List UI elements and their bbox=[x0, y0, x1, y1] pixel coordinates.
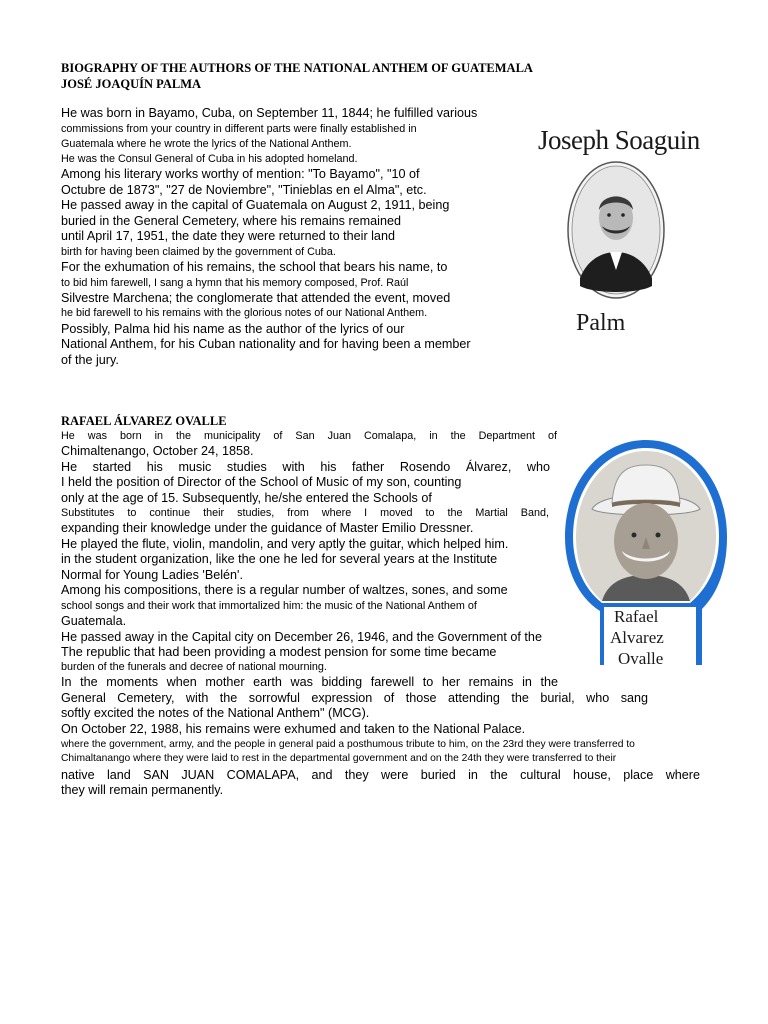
ovalle-line: expanding their knowledge under the guidance of Master Emilio Dressner. bbox=[61, 521, 474, 535]
ovalle-line: In the moments when mother earth was bidding farewell to her remains in the bbox=[61, 675, 558, 689]
ovalle-line: He started his music studies with his father Rosendo Álvarez, who bbox=[61, 460, 550, 474]
ovalle-line: I held the position of Director of the School of Music of my son, counting bbox=[61, 475, 462, 489]
palma-line: Silvestre Marchena; the conglomerate that attended the event, moved bbox=[61, 291, 451, 305]
palma-portrait-caption-bottom: Palm bbox=[576, 310, 626, 336]
ovalle-line: The republic that had been providing a modest pension for some time became bbox=[61, 645, 497, 659]
palma-line: until April 17, 1951, the date they were returned to their land bbox=[61, 229, 395, 243]
palma-line: He passed away in the capital of Guatemala on August 2, 1911, being bbox=[61, 198, 450, 212]
ovalle-line: softly excited the notes of the National Anthem" (MCG). bbox=[61, 706, 370, 720]
palma-line: For the exhumation of his remains, the school that bears his name, to bbox=[61, 260, 448, 274]
ovalle-caption-line-3: Ovalle bbox=[618, 649, 664, 668]
palma-line: He was born in Bayamo, Cuba, on September 11, 1844; he fulfilled various bbox=[61, 106, 478, 120]
ovalle-caption-line-1: Rafael bbox=[614, 607, 659, 626]
palma-line: Octubre de 1873", "27 de Noviembre", "Tinieblas en el Alma", etc. bbox=[61, 183, 427, 197]
ovalle-line: Chimaltanango where they were laid to rest in the departmental government and on the 24th they were transferred to their bbox=[61, 753, 617, 764]
ovalle-heading: RAFAEL ÁLVAREZ OVALLE bbox=[61, 414, 227, 428]
palma-portrait-caption-top: Joseph Soaguin bbox=[538, 125, 700, 155]
ovalle-line: Guatemala. bbox=[61, 614, 127, 628]
ovalle-line: He passed away in the Capital city on December 26, 1946, and the Government of the bbox=[61, 630, 542, 644]
ovalle-line: On October 22, 1988, his remains were exhumed and taken to the National Palace. bbox=[61, 722, 526, 736]
ovalle-line: He was born in the municipality of San Juan Comalapa, in the Department of bbox=[61, 430, 557, 442]
palma-line: birth for having been claimed by the government of Cuba. bbox=[61, 246, 336, 258]
ovalle-line: He played the flute, violin, mandolin, and very aptly the guitar, which helped him. bbox=[61, 537, 509, 551]
ovalle-line: General Cemetery, with the sorrowful expression of those attending the burial, who sang bbox=[61, 691, 648, 705]
palma-line: Among his literary works worthy of mention: "To Bayamo", "10 of bbox=[61, 167, 420, 181]
ovalle-line: Substitutes to continue their studies, from where I moved to the Martial Band, bbox=[61, 507, 549, 519]
palma-line: he bid farewell to his remains with the glorious notes of our National Anthem. bbox=[61, 307, 428, 319]
ovalle-line: Among his compositions, there is a regular number of waltzes, sones, and some bbox=[61, 583, 508, 597]
palma-line: to bid him farewell, I sang a hymn that his memory composed, Prof. Raúl bbox=[61, 277, 409, 289]
ovalle-line: in the student organization, like the one he led for several years at the Institute bbox=[61, 552, 498, 566]
palma-line: National Anthem, for his Cuban nationality and for having been a member bbox=[61, 337, 471, 351]
ovalle-line: they will remain permanently. bbox=[61, 783, 224, 797]
palma-line: buried in the General Cemetery, where his remains remained bbox=[61, 214, 401, 228]
ovalle-line: Chimaltenango, October 24, 1858. bbox=[61, 444, 254, 458]
palma-line: of the jury. bbox=[61, 353, 119, 367]
ovalle-caption-line-2: Alvarez bbox=[610, 628, 664, 647]
palma-line: commissions from your country in different parts were finally established in bbox=[61, 123, 417, 135]
ovalle-line: native land SAN JUAN COMALAPA, and they were buried in the cultural house, place where bbox=[61, 768, 700, 782]
ovalle-line: where the government, army, and the people in general paid a posthumous tribute to him, on the 23rd they were transferred to bbox=[61, 739, 635, 750]
document-title: BIOGRAPHY OF THE AUTHORS OF THE NATIONAL ANTHEM OF GUATEMALA bbox=[61, 61, 533, 75]
palma-line: He was the Consul General of Cuba in his adopted homeland. bbox=[61, 153, 358, 165]
ovalle-line: burden of the funerals and decree of national mourning. bbox=[61, 661, 327, 673]
palma-line: Possibly, Palma hid his name as the author of the lyrics of our bbox=[61, 322, 405, 336]
ovalle-line: Normal for Young Ladies 'Belén'. bbox=[61, 568, 243, 582]
ovalle-line: only at the age of 15. Subsequently, he/she entered the Schools of bbox=[61, 491, 432, 505]
palma-heading: JOSÉ JOAQUÍN PALMA bbox=[61, 77, 202, 91]
palma-portrait bbox=[566, 160, 666, 300]
palma-line: Guatemala where he wrote the lyrics of the National Anthem. bbox=[61, 138, 352, 150]
ovalle-line: school songs and their work that immortalized him: the music of the National Anthem of bbox=[61, 600, 477, 612]
